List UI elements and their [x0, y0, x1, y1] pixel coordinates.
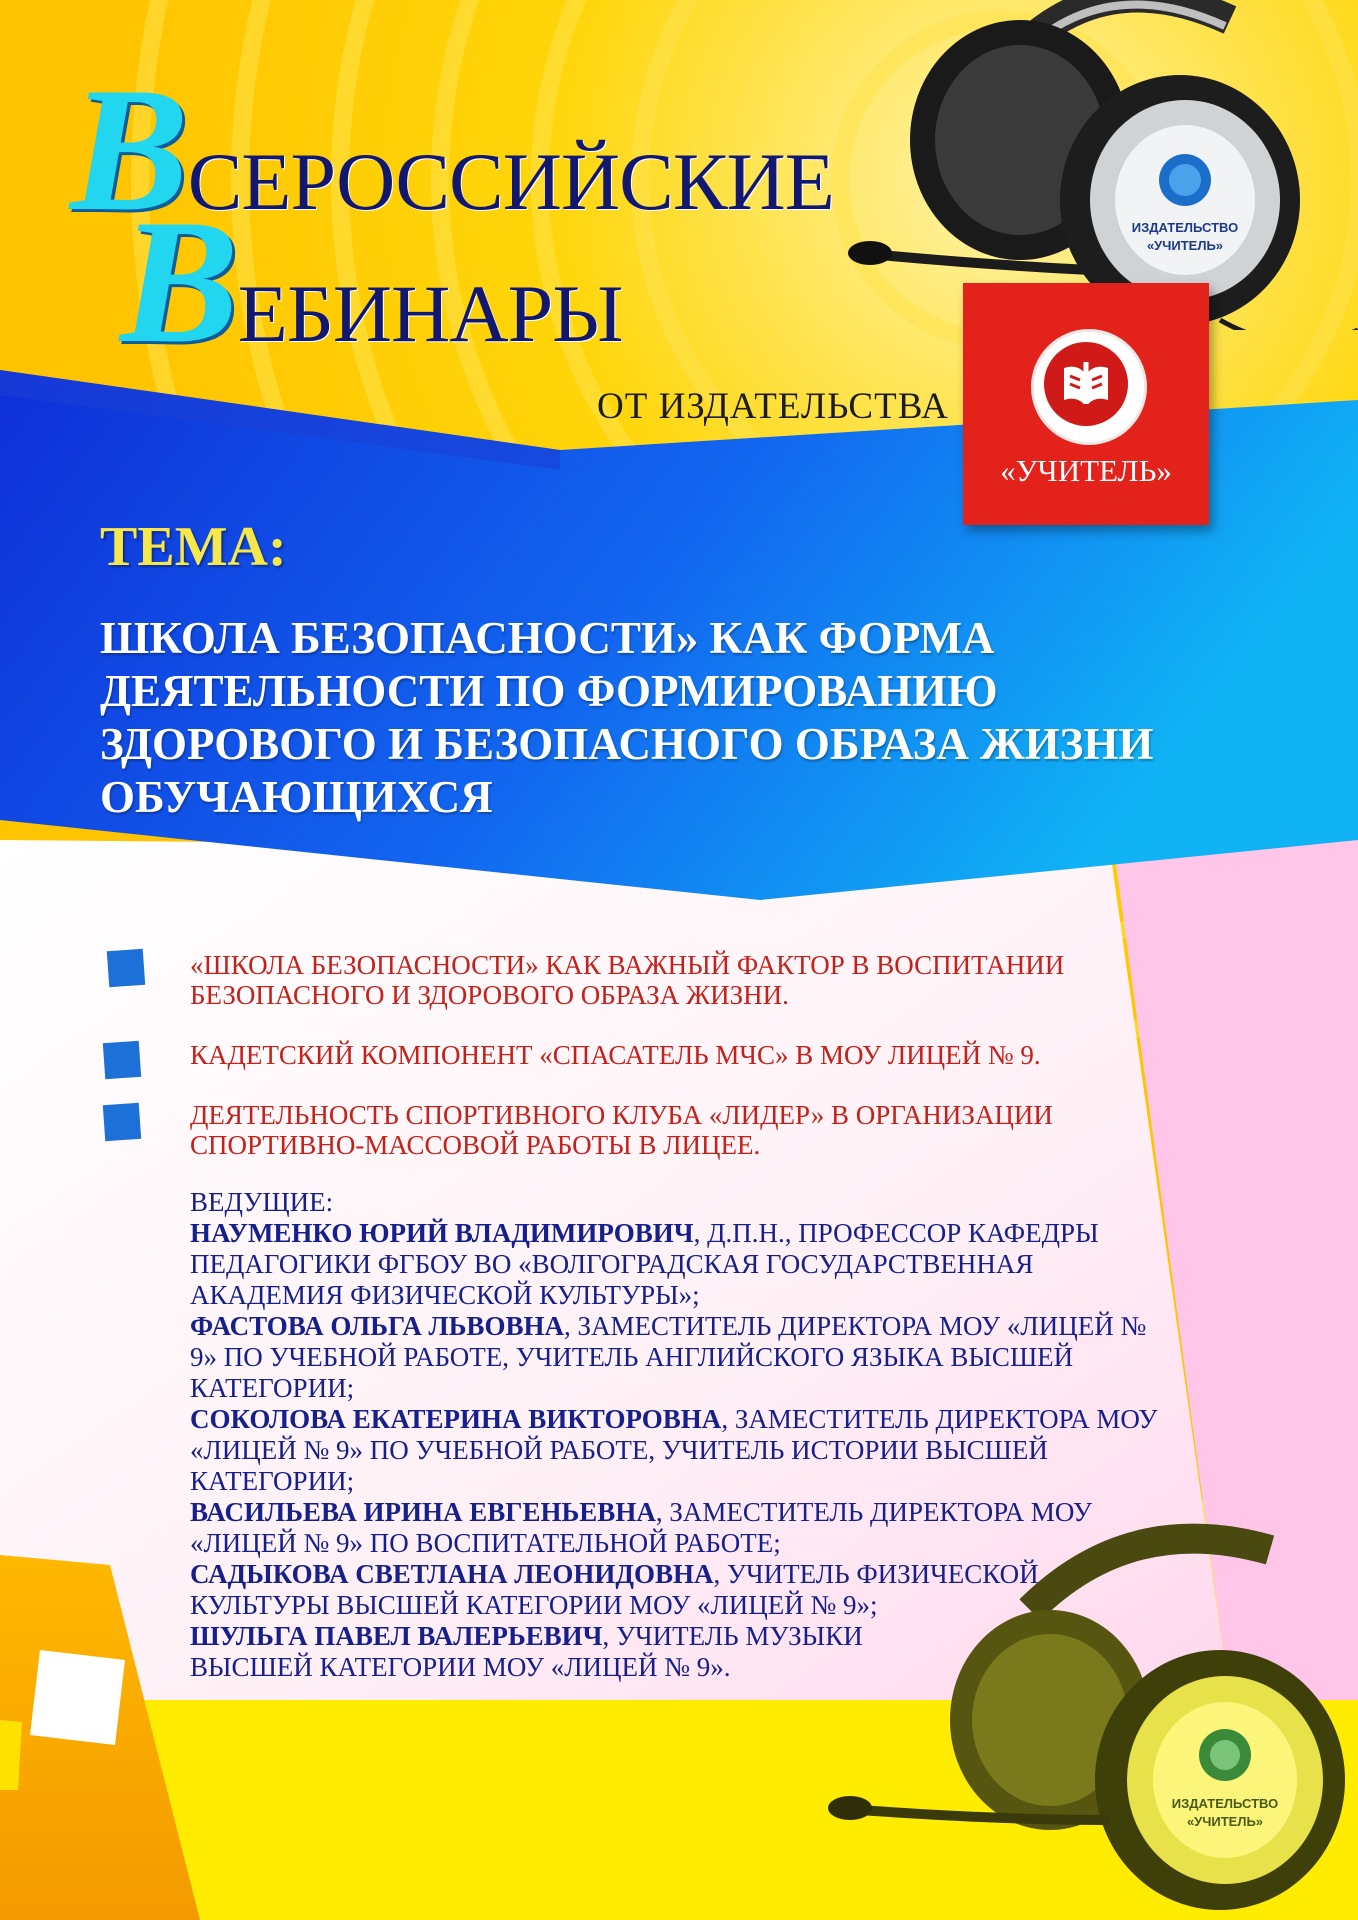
agenda-item-line: «ШКОЛА БЕЗОПАСНОСТИ» КАК ВАЖНЫЙ ФАКТОР В ВОСПИТАНИИ — [190, 950, 1065, 980]
host-detail: , ЗАМЕСТИТЕЛЬ ДИРЕКТОРА МОУ — [655, 1497, 1093, 1527]
headset-label-bottom: «УЧИТЕЛЬ» — [1146, 238, 1224, 253]
host-detail: «ЛИЦЕЙ № 9» ПО УЧЕБНОЙ РАБОТЕ, УЧИТЕЛЬ ИСТОРИИ ВЫСШЕЙ — [190, 1435, 1048, 1465]
header-word-2: ЕБИНАРЫ — [237, 268, 623, 359]
book-icon — [1044, 342, 1128, 426]
agenda-item-line: КАДЕТСКИЙ КОМПОНЕНТ «СПАСАТЕЛЬ МЧС» В МОУ ЛИЦЕЙ № 9. — [190, 1040, 1041, 1070]
host-name: НАУМЕНКО ЮРИЙ ВЛАДИМИРОВИЧ — [190, 1218, 694, 1248]
hosts-list — [190, 1187, 1290, 1683]
headset-label-top: ИЗДАТЕЛЬСТВО — [1131, 220, 1239, 235]
publisher-logo-label: «УЧИТЕЛЬ» — [1000, 453, 1172, 488]
host-4 — [190, 1497, 1290, 1528]
publisher-logo-emblem — [1031, 329, 1147, 445]
host-detail: , Д.П.Н., ПРОФЕССОР КАФЕДРЫ — [693, 1218, 1099, 1248]
header-initial-2: В — [120, 182, 238, 380]
agenda-item-1 — [190, 950, 1190, 1010]
topic-title-line: ЗДОРОВОГО И БЕЗОПАСНОГО ОБРАЗА ЖИЗНИ — [100, 719, 1154, 769]
bullet-square-icon — [103, 1103, 141, 1141]
host-1 — [190, 1218, 1290, 1249]
topic-title-line: ДЕЯТЕЛЬНОСТИ ПО ФОРМИРОВАНИЮ — [100, 666, 998, 716]
agenda-item-line: СПОРТИВНО-МАССОВОЙ РАБОТЫ В ЛИЦЕЕ. — [190, 1130, 761, 1160]
host-name: СОКОЛОВА ЕКАТЕРИНА ВИКТОРОВНА — [190, 1404, 722, 1434]
host-5 — [190, 1559, 1290, 1590]
host-name: ФАСТОВА ОЛЬГА ЛЬВОВНА — [190, 1311, 564, 1341]
agenda-item-2 — [190, 1040, 1190, 1070]
topic-title-line: ОБУЧАЮЩИХСЯ — [100, 772, 493, 822]
header-title-line-2 — [120, 182, 623, 380]
host-2 — [190, 1311, 1290, 1342]
topic-title-line: ШКОЛА БЕЗОПАСНОСТИ» КАК ФОРМА — [100, 613, 995, 663]
host-3 — [190, 1404, 1290, 1435]
topic-label: ТЕМА: — [100, 516, 287, 578]
host-detail: КАТЕГОРИИ; — [190, 1466, 355, 1496]
host-detail: , ЗАМЕСТИТЕЛЬ ДИРЕКТОРА МОУ — [721, 1404, 1158, 1434]
host-detail: , УЧИТЕЛЬ ФИЗИЧЕСКОЙ — [713, 1559, 1039, 1589]
agenda-item-3 — [190, 1100, 1190, 1160]
host-detail: ВЫСШЕЙ КАТЕГОРИИ МОУ «ЛИЦЕЙ № 9». — [190, 1652, 731, 1682]
topic-title — [100, 612, 1330, 824]
header-word-1: СЕРОССИЙСКИЕ — [187, 136, 834, 227]
header-initial-1: В — [70, 50, 188, 248]
host-detail: КУЛЬТУРЫ ВЫСШЕЙ КАТЕГОРИИ МОУ «ЛИЦЕЙ № 9»; — [190, 1590, 878, 1620]
host-detail: 9» ПО УЧЕБНОЙ РАБОТЕ, УЧИТЕЛЬ АНГЛИЙСКОГО ЯЗЫКА ВЫСШЕЙ — [190, 1342, 1074, 1372]
agenda-item-line: ДЕЯТЕЛЬНОСТЬ СПОРТИВНОГО КЛУБА «ЛИДЕР» В ОРГАНИЗАЦИИ — [190, 1100, 1053, 1130]
bullet-square-icon — [103, 1041, 141, 1079]
host-detail: , УЧИТЕЛЬ МУЗЫКИ — [602, 1621, 863, 1651]
host-name: САДЫКОВА СВЕТЛАНА ЛЕОНИДОВНА — [190, 1559, 714, 1589]
host-detail: , ЗАМЕСТИТЕЛЬ ДИРЕКТОРА МОУ «ЛИЦЕЙ № — [563, 1311, 1147, 1341]
host-detail: АКАДЕМИЯ ФИЗИЧЕСКОЙ КУЛЬТУРЫ»; — [190, 1280, 700, 1310]
headset-label-bottom-2: «УЧИТЕЛЬ» — [1186, 1814, 1264, 1829]
agenda-item-line: БЕЗОПАСНОГО И ЗДОРОВОГО ОБРАЗА ЖИЗНИ. — [190, 980, 789, 1010]
headset-image-top — [840, 0, 1358, 330]
host-detail: «ЛИЦЕЙ № 9» ПО ВОСПИТАТЕЛЬНОЙ РАБОТЕ; — [190, 1528, 781, 1558]
host-detail: КАТЕГОРИИ; — [190, 1373, 355, 1403]
host-6 — [190, 1621, 1290, 1652]
publisher-logo — [963, 283, 1209, 525]
hosts-heading: ВЕДУЩИЕ: — [190, 1187, 334, 1217]
bullet-square-icon — [107, 949, 145, 987]
host-detail: ПЕДАГОГИКИ ФГБОУ ВО «ВОЛГОГРАДСКАЯ ГОСУДАРСТВЕННАЯ — [190, 1249, 1034, 1279]
headset-label-top-2: ИЗДАТЕЛЬСТВО — [1171, 1796, 1279, 1811]
host-name: ШУЛЬГА ПАВЕЛ ВАЛЕРЬЕВИЧ — [190, 1621, 603, 1651]
host-name: ВАСИЛЬЕВА ИРИНА ЕВГЕНЬЕВНА — [190, 1497, 656, 1527]
publisher-caption: ОТ ИЗДАТЕЛЬСТВА — [597, 386, 949, 427]
